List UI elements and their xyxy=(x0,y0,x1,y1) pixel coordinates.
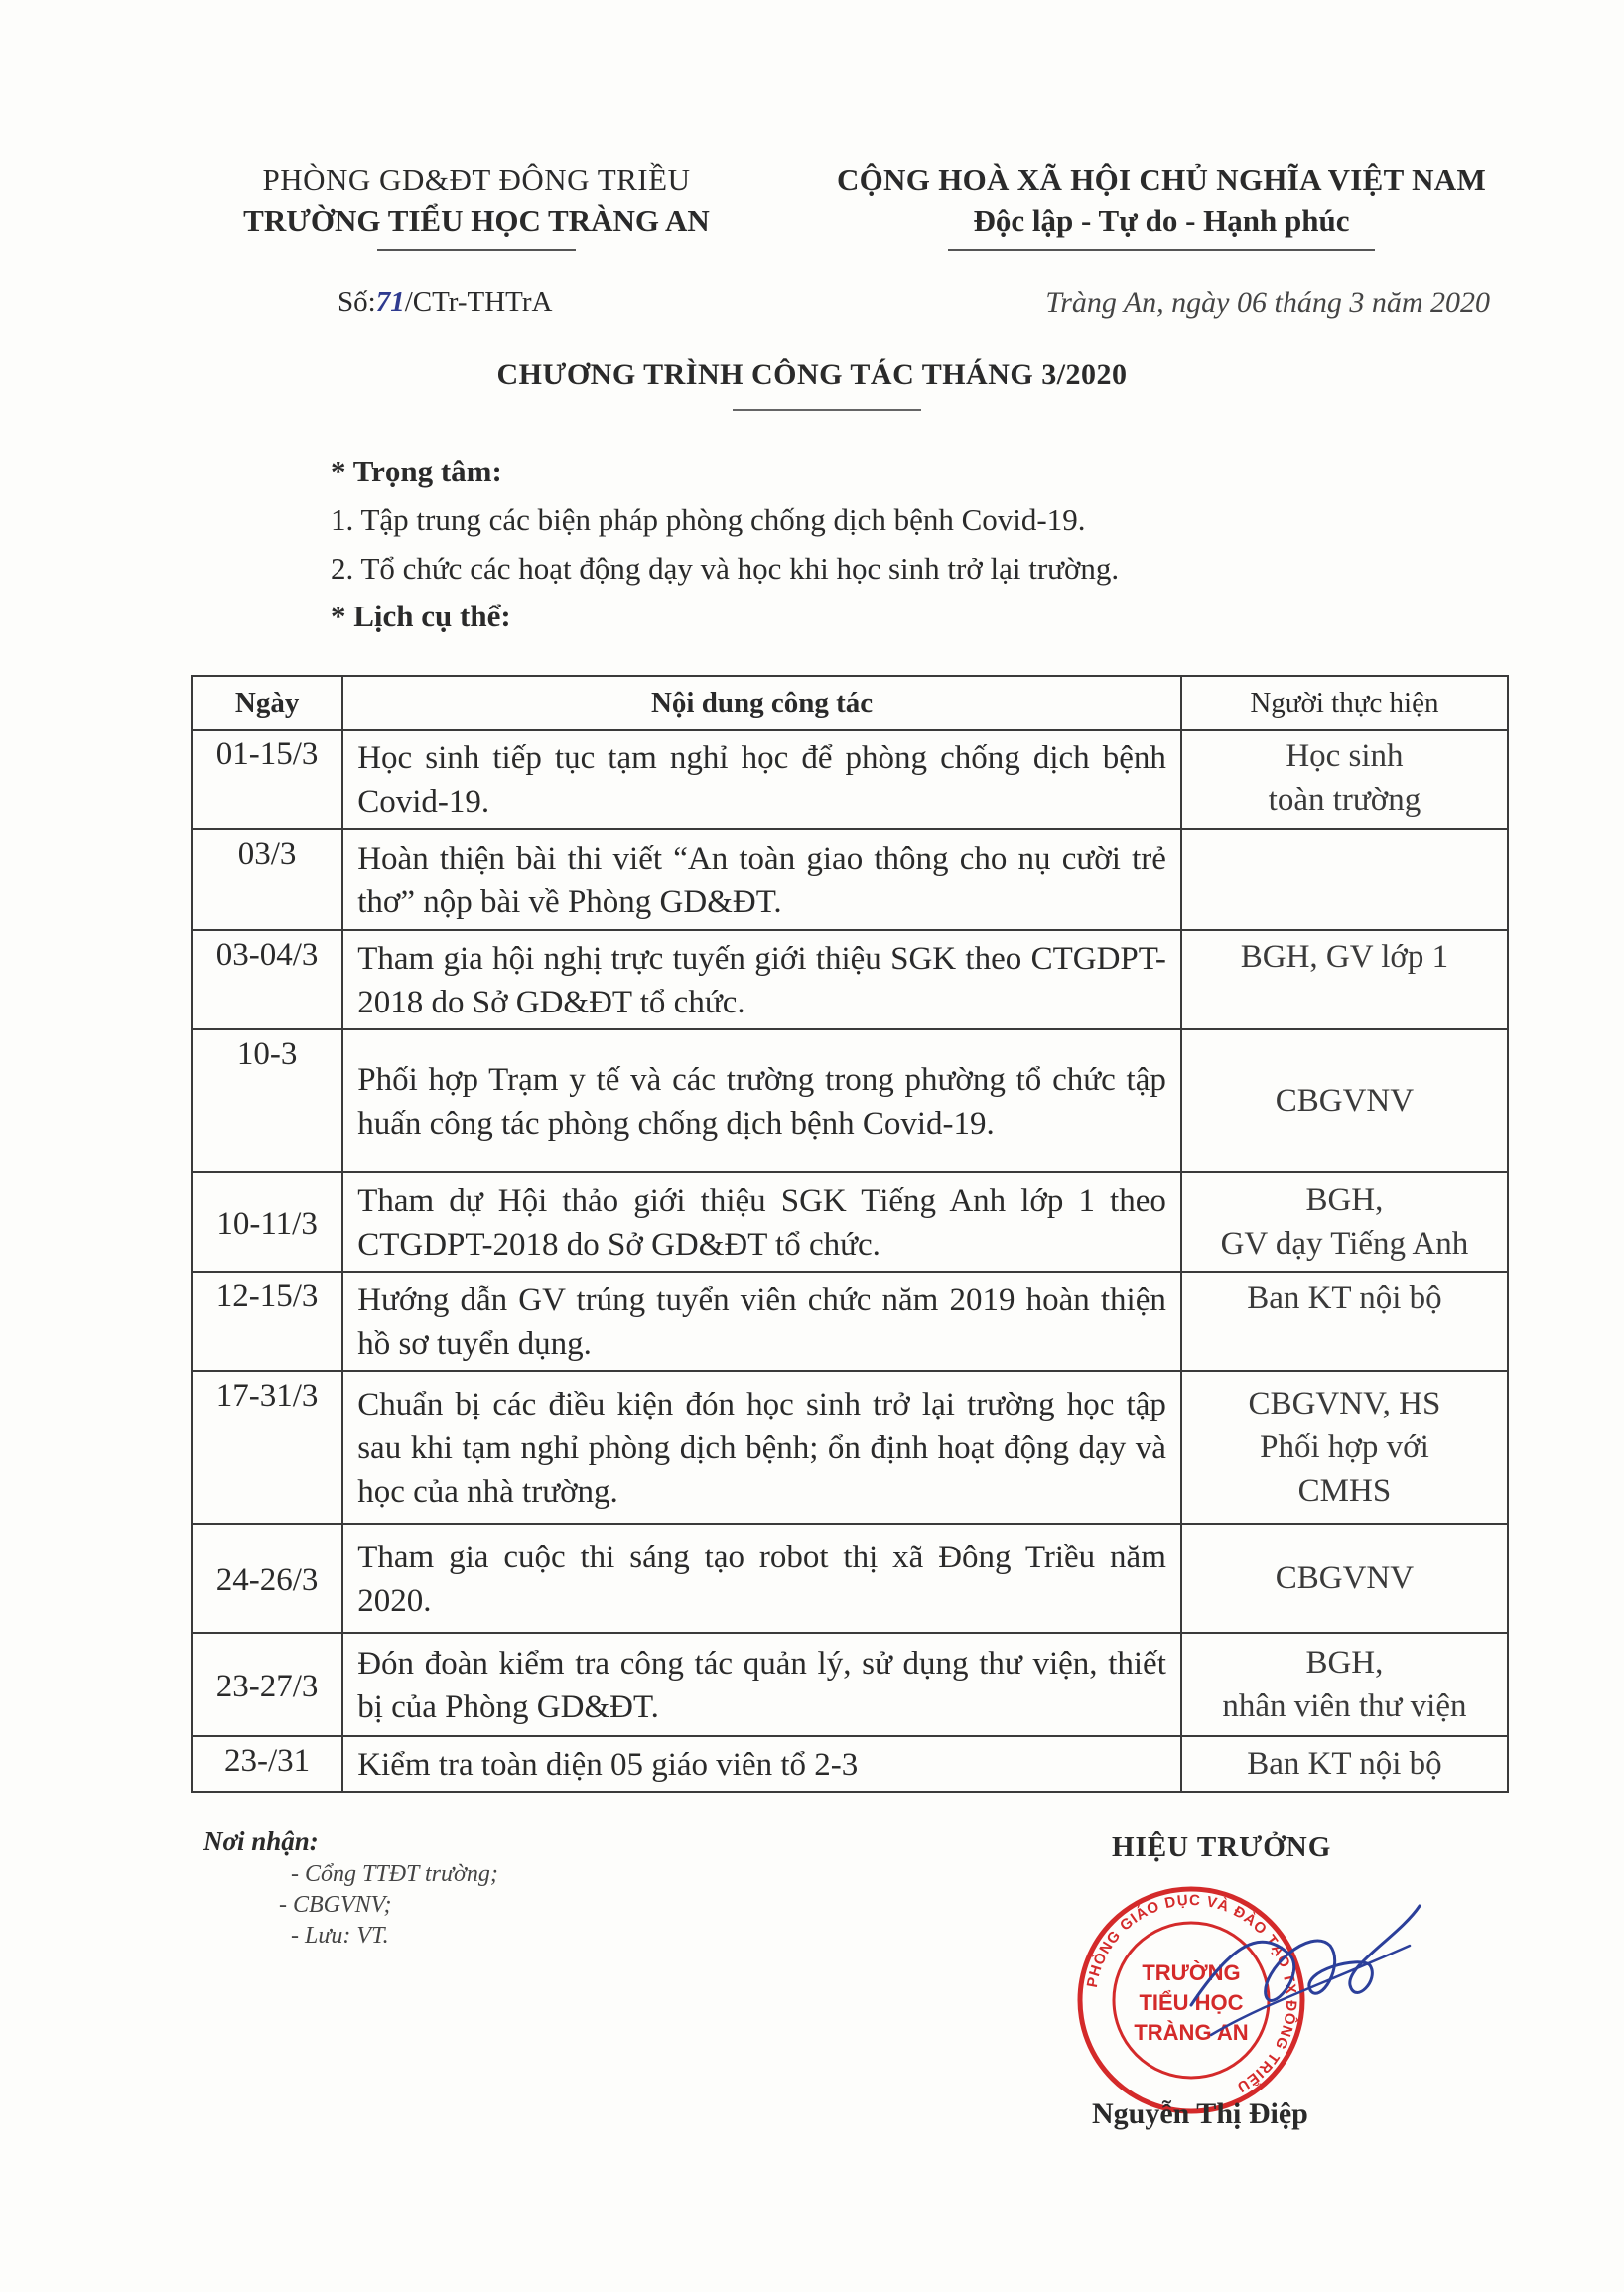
issuer-block xyxy=(199,162,754,251)
issuer-department: PHÒNG GD&ĐT ĐÔNG TRIỀU xyxy=(262,162,691,197)
recipients-block xyxy=(203,1826,498,1950)
focus-item-1: 1. Tập trung các biện pháp phòng chống dịch bệnh Covid-19. xyxy=(331,502,1086,537)
row-date: 23-27/3 xyxy=(192,1633,342,1736)
row-date: 03/3 xyxy=(192,829,342,930)
table-row xyxy=(192,1272,1508,1371)
owner-line: CBGVNV, HS xyxy=(1248,1386,1441,1421)
row-date: 24-26/3 xyxy=(192,1524,342,1633)
row-date: 23-/31 xyxy=(192,1736,342,1792)
national-motto-block xyxy=(804,162,1519,251)
title-underline xyxy=(733,409,921,411)
table-row xyxy=(192,1633,1508,1736)
row-date: 17-31/3 xyxy=(192,1371,342,1524)
owner-line: nhân viên thư viện xyxy=(1222,1688,1467,1724)
row-owner xyxy=(1181,1736,1508,1792)
svg-text:TRÀNG AN: TRÀNG AN xyxy=(1134,2020,1249,2045)
table-row xyxy=(192,730,1508,829)
owner-line: BGH, xyxy=(1305,1645,1384,1681)
place-and-date: Tràng An, ngày 06 tháng 3 năm 2020 xyxy=(1045,286,1490,319)
row-owner xyxy=(1181,1371,1508,1524)
table-row xyxy=(192,1524,1508,1633)
owner-line: toàn trường xyxy=(1268,782,1421,818)
national-name: CỘNG HOÀ XÃ HỘI CHỦ NGHĨA VIỆT NAM xyxy=(836,162,1487,197)
recipient-item: - Lưu: VT. xyxy=(291,1923,389,1949)
owner-line: BGH, xyxy=(1305,1182,1384,1218)
national-motto: Độc lập - Tự do - Hạnh phúc xyxy=(973,203,1350,238)
row-date: 10-11/3 xyxy=(192,1172,342,1272)
row-owner xyxy=(1181,730,1508,829)
owner-line: Ban KT nội bộ xyxy=(1247,1746,1442,1782)
focus-section xyxy=(331,452,1522,636)
row-content: Học sinh tiếp tục tạm nghỉ học để phòng chống dịch bệnh Covid-19. xyxy=(342,730,1181,829)
header-content: Nội dung công tác xyxy=(342,676,1181,730)
owner-line: BGH, GV lớp 1 xyxy=(1240,939,1449,975)
row-content: Đón đoàn kiểm tra công tác quản lý, sử dụng thư viện, thiết bị của Phòng GD&ĐT. xyxy=(342,1633,1181,1736)
principal-title: HIỆU TRƯỞNG xyxy=(1112,1831,1332,1863)
owner-line: CBGVNV xyxy=(1275,1083,1415,1119)
row-owner xyxy=(1181,1272,1508,1371)
table-row xyxy=(192,1172,1508,1272)
document-number-prefix: Số: xyxy=(338,286,376,318)
signature-icon xyxy=(1171,1886,1429,2055)
recipient-item: - Cổng TTĐT trường; xyxy=(291,1861,498,1887)
table-row xyxy=(192,1371,1508,1524)
signer-name: Nguyễn Thị Điệp xyxy=(1092,2097,1308,2130)
row-owner xyxy=(1181,1524,1508,1633)
row-date: 03-04/3 xyxy=(192,930,342,1029)
row-content: Tham gia hội nghị trực tuyến giới thiệu SGK theo CTGDPT-2018 do Sở GD&ĐT tổ chức. xyxy=(342,930,1181,1029)
row-date: 01-15/3 xyxy=(192,730,342,829)
row-owner xyxy=(1181,1633,1508,1736)
row-date: 12-15/3 xyxy=(192,1272,342,1371)
row-owner xyxy=(1181,930,1508,1029)
focus-heading: * Trọng tâm: xyxy=(331,454,502,488)
schedule-heading: * Lịch cụ thể: xyxy=(331,599,511,633)
table-row xyxy=(192,829,1508,930)
row-owner xyxy=(1181,829,1508,930)
table-row xyxy=(192,1029,1508,1172)
row-content: Chuẩn bị các điều kiện đón học sinh trở lại trường học tập sau khi tạm nghỉ phòng dịch bệnh; ổn định hoạt động dạy và học của nhà trường. xyxy=(342,1371,1181,1524)
owner-line: GV dạy Tiếng Anh xyxy=(1220,1226,1469,1262)
row-content: Tham dự Hội thảo giới thiệu SGK Tiếng Anh lớp 1 theo CTGDPT-2018 do Sở GD&ĐT tổ chức. xyxy=(342,1172,1181,1272)
row-owner xyxy=(1181,1172,1508,1272)
recipients-heading: Nơi nhận: xyxy=(203,1826,319,1856)
header-date: Ngày xyxy=(192,676,342,730)
recipient-item: - CBGVNV; xyxy=(279,1892,392,1918)
document-number-suffix: /CTr-THTrA xyxy=(404,286,553,318)
motto-underline xyxy=(948,249,1375,251)
document-title: CHƯƠNG TRÌNH CÔNG TÁC THÁNG 3/2020 xyxy=(496,358,1128,391)
schedule-table xyxy=(191,675,1509,1793)
owner-line: CMHS xyxy=(1297,1473,1392,1509)
focus-item-2: 2. Tổ chức các hoạt động dạy và học khi học sinh trở lại trường. xyxy=(331,551,1120,586)
issuer-school: TRƯỜNG TIỂU HỌC TRÀNG AN xyxy=(243,203,710,238)
document-number xyxy=(338,286,552,319)
owner-line: Học sinh xyxy=(1286,739,1404,774)
issuer-underline xyxy=(377,249,576,251)
row-content: Hướng dẫn GV trúng tuyển viên chức năm 2019 hoàn thiện hồ sơ tuyển dụng. xyxy=(342,1272,1181,1371)
header-owner: Người thực hiện xyxy=(1181,676,1508,730)
svg-text:PHÒNG GIÁO DỤC VÀ ĐÀO TẠO TX Đ: PHÒNG GIÁO DỤC VÀ ĐÀO TẠO TX ĐÔNG TRIỀU xyxy=(1083,1891,1300,2096)
table-header-row xyxy=(192,676,1508,730)
owner-line: CBGVNV xyxy=(1275,1560,1415,1596)
row-content: Kiểm tra toàn diện 05 giáo viên tổ 2-3 xyxy=(342,1736,1181,1792)
owner-line: Ban KT nội bộ xyxy=(1247,1281,1442,1316)
table-row xyxy=(192,1736,1508,1792)
row-content: Tham gia cuộc thi sáng tạo robot thị xã Đông Triều năm 2020. xyxy=(342,1524,1181,1633)
row-content: Phối hợp Trạm y tế và các trường trong phường tổ chức tập huấn công tác phòng chống dịch bệnh Covid-19. xyxy=(342,1029,1181,1172)
owner-line: Phối hợp với xyxy=(1260,1429,1429,1465)
table-row xyxy=(192,930,1508,1029)
row-date: 10-3 xyxy=(192,1029,342,1172)
svg-text:TIỂU HỌC: TIỂU HỌC xyxy=(1139,1990,1244,2015)
row-owner xyxy=(1181,1029,1508,1172)
row-content: Hoàn thiện bài thi viết “An toàn giao thông cho nụ cười trẻ thơ” nộp bài về Phòng GD&ĐT. xyxy=(342,829,1181,930)
document-number-handwritten: 71 xyxy=(375,286,405,318)
svg-text:TRƯỜNG: TRƯỜNG xyxy=(1142,1960,1241,1985)
